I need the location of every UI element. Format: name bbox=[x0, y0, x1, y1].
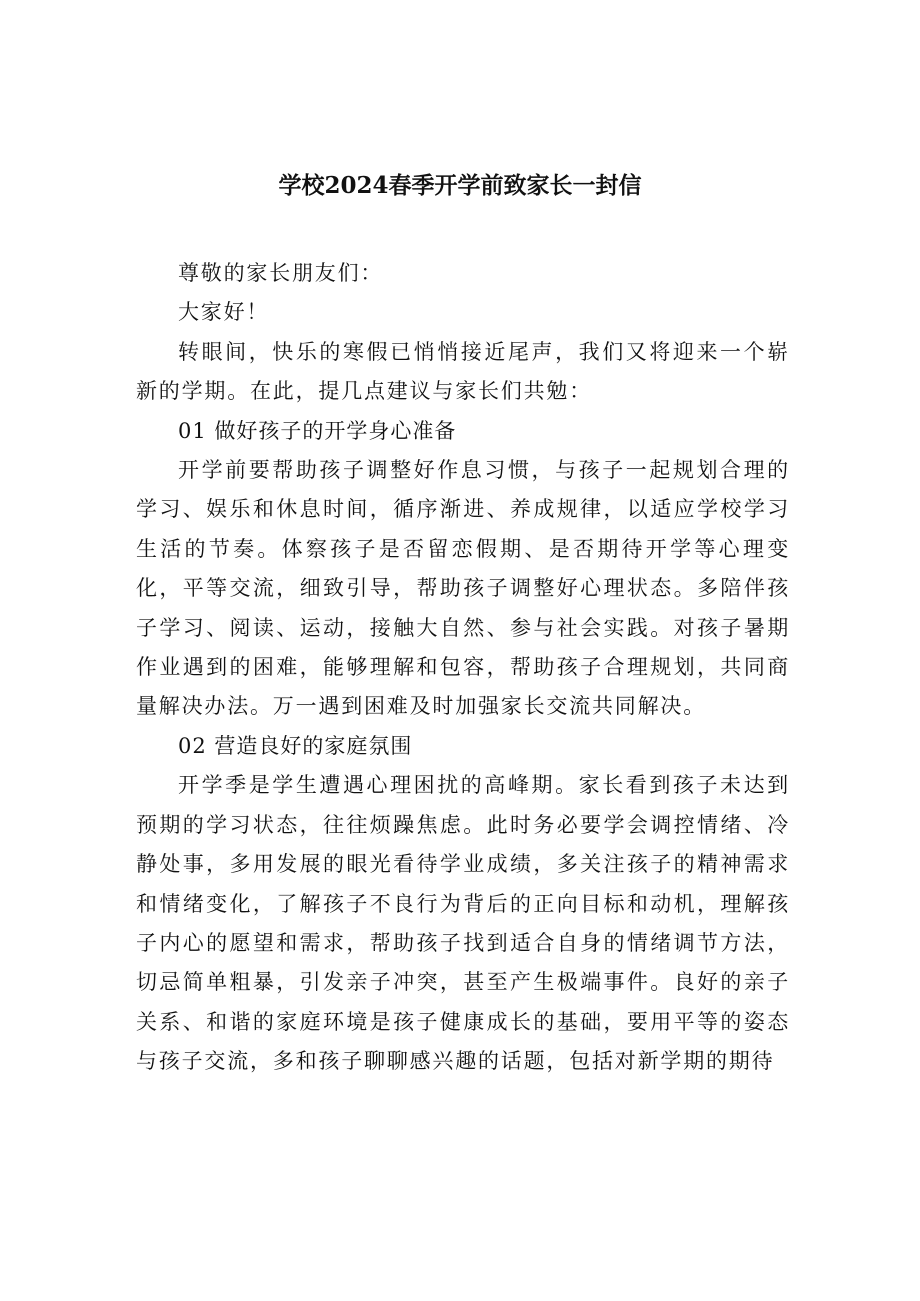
section-paragraph: 开学季是学生遭遇心理困扰的高峰期。家长看到孩子未达到预期的学习状态，往往烦躁焦虑。此时务必要学会调控情绪、冷静处事，多用发展的眼光看待学业成绩，多关注孩子的精神需求和情绪变化，了解孩子不良行为背后的正向目标和动机，理解孩子内心的愿望和需求，帮助孩子找到适合自身的情绪调节方法，切忌简单粗暴，引发亲子冲突，甚至产生极端事件。良好的亲子关系、和谐的家庭环境是孩子健康成长的基础，要用平等的姿态与孩子交流，多和孩子聊聊感兴趣的话题，包括对新学期的期待 bbox=[136, 773, 790, 1074]
document-body bbox=[136, 254, 790, 1082]
section-paragraph: 开学前要帮助孩子调整好作息习惯，与孩子一起规划合理的学习、娱乐和休息时间，循序渐进、养成规律，以适应学校学习生活的节奏。体察孩子是否留恋假期、是否期待开学等心理变化，平等交流，细致引导，帮助孩子调整好心理状态。多陪伴孩子学习、阅读、运动，接触大自然、参与社会实践。对孩子暑期作业遇到的困难，能够理解和包容，帮助孩子合理规划，共同商量解决办法。万一遇到困难及时加强家长交流共同解决。 bbox=[136, 458, 790, 719]
section-heading: 01 做好孩子的开学身心准备 bbox=[178, 418, 457, 443]
greeting: 大家好！ bbox=[178, 300, 270, 325]
section-heading: 02 营造良好的家庭氛围 bbox=[178, 733, 413, 758]
intro-paragraph: 转眼间，快乐的寒假已悄悄接近尾声，我们又将迎来一个崭新的学期。在此，提几点建议与家长们共勉： bbox=[136, 339, 790, 404]
document-title: 学校2024春季开学前致家长一封信 bbox=[278, 172, 642, 199]
salutation: 尊敬的家长朋友们： bbox=[178, 261, 384, 285]
